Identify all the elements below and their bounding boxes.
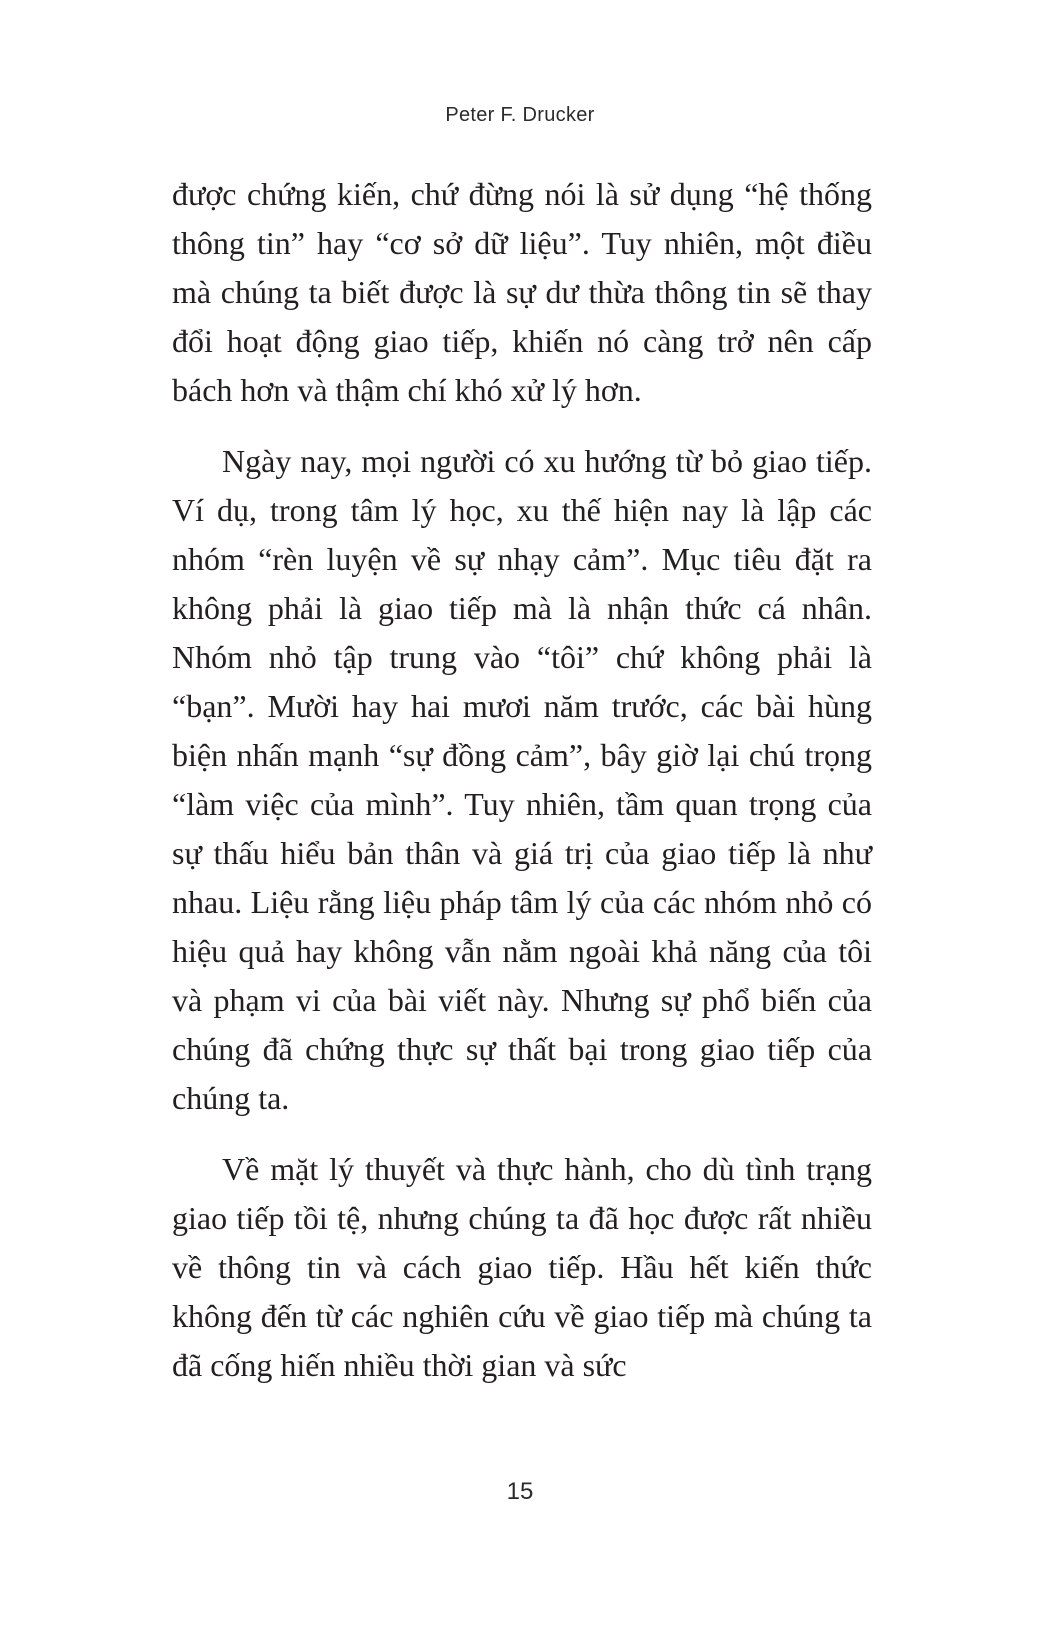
paragraph-2: Ngày nay, mọi người có xu hướng từ bỏ giao tiếp. Ví dụ, trong tâm lý học, xu thế hiện nay là lập các nhóm “rèn luyện về sự nhạy cảm”. Mục tiêu đặt ra không phải là giao tiếp mà là nhận thức cá nhân. Nhóm nhỏ tập trung vào “tôi” chứ không phải là “bạn”. Mười hay hai mươi năm trước, các bài hùng biện nhấn mạnh “sự đồng cảm”, bây giờ lại chú trọng “làm việc của mình”. Tuy nhiên, tầm quan trọng của sự thấu hiểu bản thân và giá trị của giao tiếp là như nhau. Liệu rằng liệu pháp tâm lý của các nhóm nhỏ có hiệu quả hay không vẫn nằm ngoài khả năng của tôi và phạm vi của bài viết này. Nhưng sự phổ biến của chúng đã chứng thực sự thất bại trong giao tiếp của chúng ta. [172,443,872,1116]
paragraph-1: được chứng kiến, chứ đừng nói là sử dụng “hệ thống thông tin” hay “cơ sở dữ liệu”. Tuy nhiên, một điều mà chúng ta biết được là sự dư thừa thông tin sẽ thay đổi hoạt động giao tiếp, khiến nó càng trở nên cấp bách hơn và thậm chí khó xử lý hơn. [172,176,872,408]
page-number: 15 [506,1478,534,1505]
body-text [172,170,872,1412]
running-header-author: Peter F. Drucker [445,104,595,126]
paragraph-3: Về mặt lý thuyết và thực hành, cho dù tình trạng giao tiếp tồi tệ, nhưng chúng ta đã học được rất nhiều về thông tin và cách giao tiếp. Hầu hết kiến thức không đến từ các nghiên cứu về giao tiếp mà chúng ta đã cống hiến nhiều thời gian và sức [172,1151,872,1383]
